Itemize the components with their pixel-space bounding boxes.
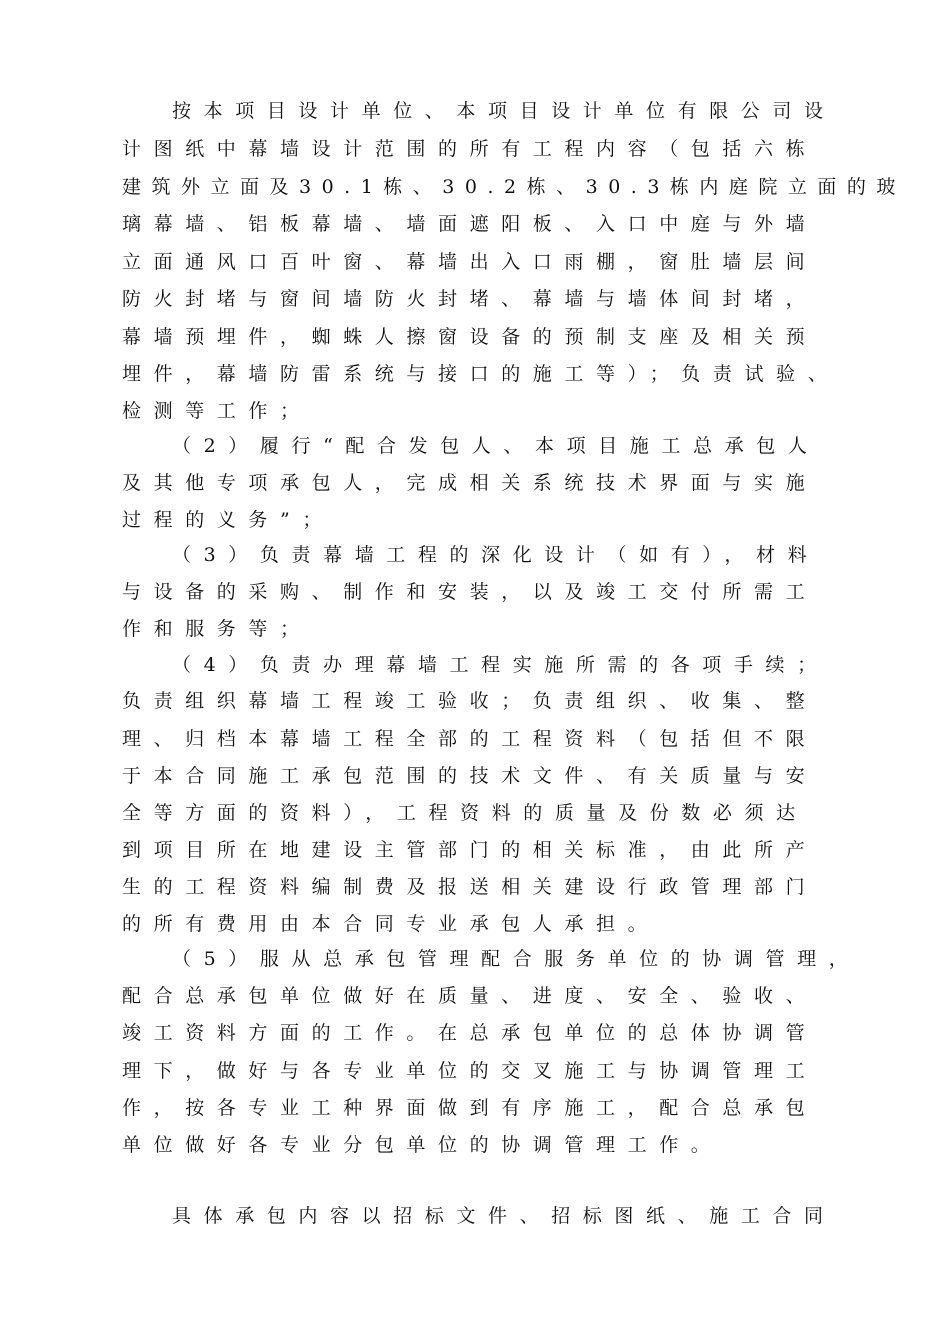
paragraph-3-line-1: （3）负责幕墙工程的深化设计（如有），材料 xyxy=(172,544,820,566)
paragraph-5-line-3: 竣工资料方面的工作。在总承包单位的总体协调管 xyxy=(122,1022,818,1044)
paragraph-4-line-1: （4）负责办理幕墙工程实施所需的各项手续； xyxy=(172,654,829,676)
paragraph-2-line-1: （2）履行“配合发包人、本项目施工总承包人 xyxy=(172,435,820,457)
paragraph-3-line-2: 与设备的采购、制作和安装，以及竣工交付所需工 xyxy=(122,581,818,603)
paragraph-1-line-2: 计图纸中幕墙设计范围的所有工程内容（包括六栋 xyxy=(122,138,818,160)
paragraph-4-line-6: 到项目所在地建设主管部门的相关标准，由此所产 xyxy=(122,839,818,861)
paragraph-5-line-2: 配合总承包单位做好在质量、进度、安全、验收、 xyxy=(122,985,818,1007)
paragraph-1-line-3: 建筑外立面及30.1栋、30.2栋、30.3栋内庭院立面的玻 xyxy=(122,176,906,198)
paragraph-6-line-1: 具体承包内容以招标文件、招标图纸、施工合同 xyxy=(172,1205,836,1227)
paragraph-5-line-5: 作，按各专业工种界面做到有序施工，配合总承包 xyxy=(122,1097,818,1119)
paragraph-4-line-2: 负责组织幕墙工程竣工验收；负责组织、收集、整 xyxy=(122,690,818,712)
paragraph-4-line-8: 的所有费用由本合同专业承包人承担。 xyxy=(122,913,660,935)
paragraph-1-line-5: 立面通风口百叶窗、幕墙出入口雨棚，窗肚墙层间 xyxy=(122,251,818,273)
paragraph-5-line-4: 理下，做好与各专业单位的交叉施工与协调管理工 xyxy=(122,1060,818,1082)
paragraph-4-line-7: 生的工程资料编制费及报送相关建设行政管理部门 xyxy=(122,876,818,898)
paragraph-1-line-8: 埋件，幕墙防雷系统与接口的施工等）；负责试验、 xyxy=(122,363,840,385)
paragraph-1-line-7: 幕墙预埋件，蜘蛛人擦窗设备的预制支座及相关预 xyxy=(122,326,818,348)
paragraph-2-line-3: 过程的义务”； xyxy=(122,509,334,531)
paragraph-1-line-9: 检测等工作； xyxy=(122,400,312,422)
paragraph-1-line-6: 防火封堵与窗间墙防火封堵、幕墙与墙体间封堵， xyxy=(122,288,818,310)
paragraph-2-line-2: 及其他专项承包人，完成相关系统技术界面与实施 xyxy=(122,472,818,494)
paragraph-1-line-4: 璃幕墙、铝板幕墙、墙面遮阳板、入口中庭与外墙 xyxy=(122,213,818,235)
paragraph-4-line-3: 理、归档本幕墙工程全部的工程资料（包括但不限 xyxy=(122,728,818,750)
paragraph-3-line-3: 作和服务等； xyxy=(122,618,312,640)
paragraph-4-line-5: 全等方面的资料），工程资料的质量及份数必须达 xyxy=(122,802,808,824)
paragraph-5-line-1: （5）服从总承包管理配合服务单位的协调管理， xyxy=(172,948,861,970)
paragraph-1-line-1: 按本项目设计单位、本项目设计单位有限公司设 xyxy=(172,100,836,122)
paragraph-4-line-4: 于本合同施工承包范围的技术文件、有关质量与安 xyxy=(122,765,818,787)
paragraph-5-line-6: 单位做好各专业分包单位的协调管理工作。 xyxy=(122,1134,723,1156)
